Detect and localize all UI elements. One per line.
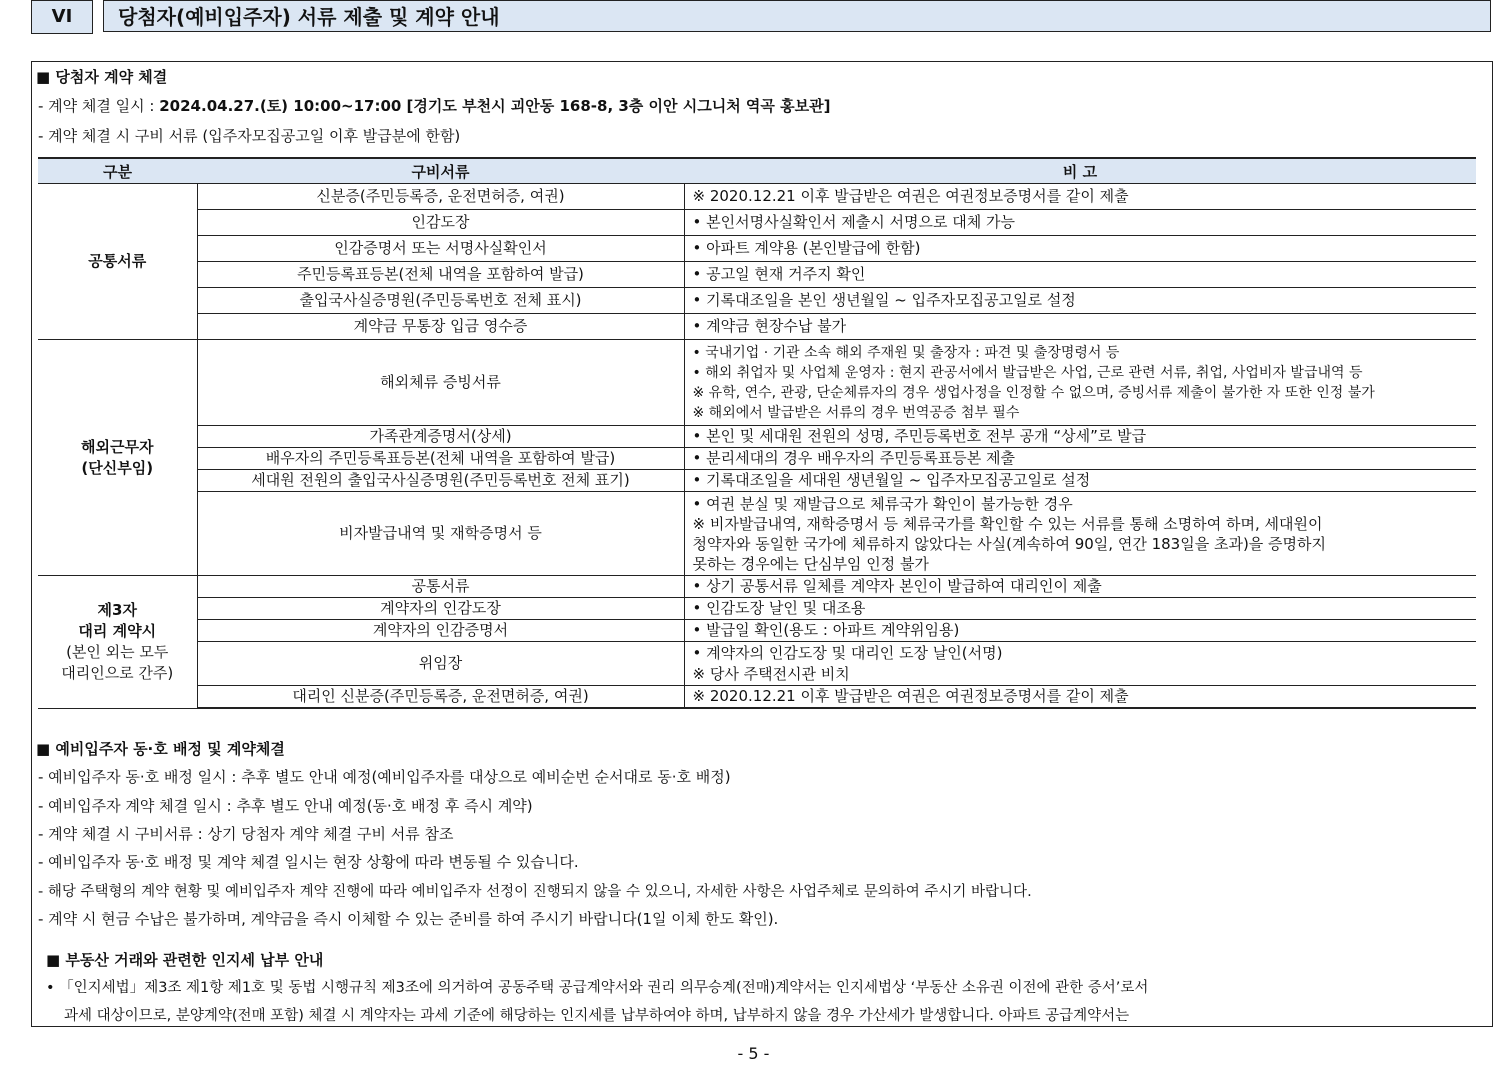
- remark-cell: • 인감도장 날인 및 대조용: [684, 598, 1476, 620]
- doc-cell: 해외체류 증빙서류: [197, 340, 684, 426]
- remark-cell: • 아파트 계약용 (본인발급에 한함): [684, 236, 1476, 262]
- doc-cell: 인감도장: [197, 210, 684, 236]
- doc-cell: 출입국사실증명원(주민등록번호 전체 표시): [197, 288, 684, 314]
- s2-line: - 해당 주택형의 계약 현황 및 예비입주자 계약 진행에 따라 예비입주자 선정이 진행되지 않을 수 있으니, 자세한 사항은 사업주체로 문의하여 주시기 바랍니다.: [38, 884, 1032, 900]
- doc-cell: 공통서류: [197, 576, 684, 598]
- remark-cell: ※ 2020.12.21 이후 발급받은 여권은 여권정보증명서를 같이 제출: [684, 686, 1476, 709]
- remark-cell: ※ 2020.12.21 이후 발급받은 여권은 여권정보증명서를 같이 제출: [684, 184, 1476, 210]
- section-number: VI: [31, 0, 93, 34]
- doc-cell: 계약금 무통장 입금 영수증: [197, 314, 684, 340]
- remark-cell: • 공고일 현재 거주지 확인: [684, 262, 1476, 288]
- s1-line-contract-date: - 계약 체결 일시 : 2024.04.27.(토) 10:00~17:00 [경기도 부천시 괴안동 168-8, 3층 이안 시그니처 역곡 홍보관]: [38, 97, 831, 115]
- remark-cell: • 기록대조일을 본인 생년월일 ~ 입주자모집공고일로 설정: [684, 288, 1476, 314]
- col-header-remarks: 비 고: [684, 158, 1476, 184]
- section-title: 당첨자(예비입주자) 서류 제출 및 계약 안내: [103, 0, 1491, 32]
- table-row: [38, 314, 1476, 340]
- doc-cell: 가족관계증명서(상세): [197, 426, 684, 448]
- s2-line: - 예비입주자 동·호 배정 일시 : 추후 별도 안내 예정(예비입주자를 대상으로 예비순번 순서대로 동·호 배정): [38, 768, 731, 786]
- section-header: [31, 0, 1491, 34]
- doc-cell: 주민등록표등본(전체 내역을 포함하여 발급): [197, 262, 684, 288]
- doc-cell: 인감증명서 또는 서명사실확인서: [197, 236, 684, 262]
- remark-cell: • 발급일 확인(용도 : 아파트 계약위임용): [684, 620, 1476, 642]
- s2-line: - 계약 체결 시 구비서류 : 상기 당첨자 계약 체결 구비 서류 참조: [38, 825, 454, 843]
- col-header-documents: 구비서류: [197, 158, 684, 184]
- doc-cell: 대리인 신분증(주민등록증, 운전면허증, 여권): [197, 686, 684, 709]
- s3-line: • 「인지세법」제3조 제1항 제1호 및 동법 시행규칙 제3조에 의거하여 공동주택 공급계약서와 권리 의무승계(전매)계약서는 인지세법상 ‘부동산 소유권 이전에 관한 증서’로서: [46, 980, 1149, 996]
- table-row: [38, 340, 1476, 426]
- group-common: 공통서류: [38, 184, 197, 340]
- doc-cell: 계약자의 인감증명서: [197, 620, 684, 642]
- doc-cell: 신분증(주민등록증, 운전면허증, 여권): [197, 184, 684, 210]
- doc-cell: 세대원 전원의 출입국사실증명원(주민등록번호 전체 표기): [197, 470, 684, 492]
- table-row: [38, 598, 1476, 620]
- page-number: - 5 -: [737, 1044, 770, 1063]
- s2-line: - 예비입주자 동·호 배정 및 계약 체결 일시는 현장 상황에 따라 변동될 수 있습니다.: [38, 853, 579, 871]
- table-row: [38, 620, 1476, 642]
- remark-cell: • 계약자의 인감도장 및 대리인 도장 날인(서명) ※ 당사 주택전시관 비치: [684, 642, 1476, 686]
- table-row: [38, 236, 1476, 262]
- s2-line: - 계약 시 현금 수납은 불가하며, 계약금을 즉시 이체할 수 있는 준비를 하여 주시기 바랍니다(1일 이체 한도 확인).: [38, 910, 779, 928]
- group-overseas: 해외근무자 (단신부임): [38, 340, 197, 576]
- table-row: [38, 288, 1476, 314]
- table-row: [38, 262, 1476, 288]
- table-row: [38, 184, 1476, 210]
- s2-line: - 예비입주자 계약 체결 일시 : 추후 별도 안내 예정(동·호 배정 후 즉시 계약): [38, 797, 533, 815]
- required-documents-table: [38, 157, 1476, 709]
- s1-line-docs: - 계약 체결 시 구비 서류 (입주자모집공고일 이후 발급분에 한함): [38, 127, 461, 145]
- doc-cell: 위임장: [197, 642, 684, 686]
- remark-cell: • 기록대조일을 세대원 생년월일 ~ 입주자모집공고일로 설정: [684, 470, 1476, 492]
- remark-cell: • 본인 및 세대원 전원의 성명, 주민등록번호 전부 공개 “상세”로 발급: [684, 426, 1476, 448]
- table-row: [38, 210, 1476, 236]
- table-row: [38, 642, 1476, 686]
- s3-line: 과세 대상이므로, 분양계약(전매 포함) 체결 시 계약자는 과세 기준에 해당하는 인지세를 납부하여야 하며, 납부하지 않을 경우 가산세가 발생합니다. 아파트 공급계약서는: [64, 1008, 1130, 1024]
- remark-cell: • 본인서명사실확인서 제출시 서명으로 대체 가능: [684, 210, 1476, 236]
- content-frame: [31, 61, 1493, 1027]
- table-row: [38, 448, 1476, 470]
- table-row: [38, 470, 1476, 492]
- remark-cell: • 분리세대의 경우 배우자의 주민등록표등본 제출: [684, 448, 1476, 470]
- s1-title: ■ 당첨자 계약 체결: [36, 68, 168, 86]
- s2-title: ■ 예비입주자 동·호 배정 및 계약체결: [36, 740, 285, 758]
- remark-cell: • 계약금 현장수납 불가: [684, 314, 1476, 340]
- remark-cell: • 국내기업 · 기관 소속 해외 주재원 및 출장자 : 파견 및 출장명령서 등 • 해외 취업자 및 사업체 운영자 : 현지 관공서에서 발급받은 사업, 근로 관련 서류, 취업, 사업비자 발급내역 등 ※ 유학, 연수, 관광, 단순체류자의 경우 생업사정을 인정할 수 없으며, 증빙서류 제출이 불가한 자 또한 인정 불가 ※ 해외에서 발급받은 서류의 경우 번역공증 첨부 필수: [684, 340, 1476, 426]
- table-row: [38, 492, 1476, 576]
- doc-cell: 배우자의 주민등록표등본(전체 내역을 포함하여 발급): [197, 448, 684, 470]
- remark-cell: • 여권 분실 및 재발급으로 체류국가 확인이 불가능한 경우 ※ 비자발급내역, 재학증명서 등 체류국가를 확인할 수 있는 서류를 통해 소명하여 하며, 세대원이 청약자와 동일한 국가에 체류하지 않았다는 사실(계속하여 90일, 연간 183일을 초과)을 증명하지 못하는 경우에는 단심부임 인정 불가: [684, 492, 1476, 576]
- doc-cell: 계약자의 인감도장: [197, 598, 684, 620]
- table-header-row: [38, 158, 1476, 184]
- doc-cell: 비자발급내역 및 재학증명서 등: [197, 492, 684, 576]
- table-row: [38, 686, 1476, 709]
- remark-cell: • 상기 공통서류 일체를 계약자 본인이 발급하여 대리인이 제출: [684, 576, 1476, 598]
- s3-title: ■ 부동산 거래와 관련한 인지세 납부 안내: [46, 951, 324, 969]
- group-proxy: 제3자 대리 계약시 (본인 외는 모두 대리인으로 간주): [38, 576, 197, 709]
- table-row: [38, 426, 1476, 448]
- table-row: [38, 576, 1476, 598]
- col-header-category: 구분: [38, 158, 197, 184]
